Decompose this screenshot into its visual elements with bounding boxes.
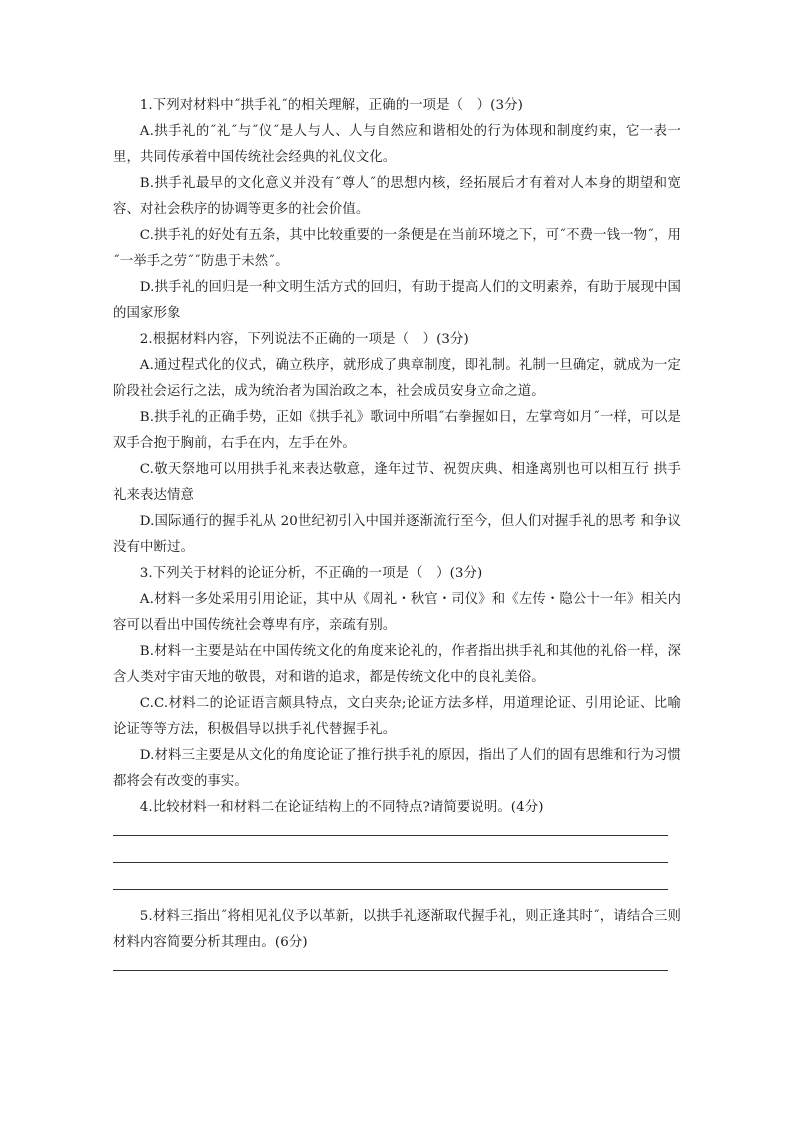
answer-line[interactable]: [113, 970, 668, 971]
answer-line[interactable]: [113, 835, 668, 836]
question-3-stem: 3.下列关于材料的论证分析，不正确的一项是（ ）(3分): [139, 566, 483, 581]
question-3-option-c: C.C.材料二的论证语言颇具特点，文白夹杂;论证方法多样，用道理论证、引用论证、比喻论证等等方法，积极倡导以拱手礼代替握手礼。: [113, 696, 681, 737]
question-1-option-d: D.拱手礼的回归是一种文明生活方式的回归，有助于提高人们的文明素养，有助于展现中国的国家形象: [113, 280, 681, 321]
question-1-stem: 1.下列对材料中˝拱手礼˝的相关理解，正确的一项是（ ）(3分): [139, 98, 523, 113]
question-5-answer-lines[interactable]: [113, 970, 681, 971]
question-1-option-c: C.拱手礼的好处有五条，其中比较重要的一条便是在当前环境之下，可˝不费一钱一物˝，用˝一举手之劳˝˝防患于未然˝。: [113, 228, 681, 269]
question-3-option-d: D.材料三主要是从文化的角度论证了推行拱手礼的原因，指出了人们的固有思维和行为习惯都将会有改变的事实。: [113, 748, 681, 789]
question-3-option-a: A.材料一多处采用引用论证，其中从《周礼・秋官・司仪》和《左传・隐公十一年》相关内容可以看出中国传统社会尊卑有序，亲疏有别。: [113, 592, 681, 633]
question-5-stem: 5.材料三指出˝将相见礼仪予以革新，以拱手礼逐渐取代握手礼，则正逢其时˝，请结合三则材料内容简要分析其理由。(6分): [113, 909, 681, 950]
question-2-option-c: C.敬天祭地可以用拱手礼来表达敬意，逢年过节、祝贺庆典、相逢离别也可以相互行 拱手礼来表达情意: [113, 462, 681, 503]
question-4-stem: 4.比较材料一和材料二在论证结构上的不同特点?请简要说明。(4分): [139, 800, 544, 815]
question-2-option-d: D.国际通行的握手礼从 20世纪初引入中国并逐渐流行至今，但人们对握手礼的思考 和争议没有中断过。: [113, 514, 681, 555]
answer-line[interactable]: [113, 862, 668, 863]
question-2-option-b: B.拱手礼的正确手势，正如《拱手礼》歌词中所唱˝右拳握如日，左掌弯如月˝一样，可以是双手合抱于胸前，右手在内，左手在外。: [113, 410, 681, 451]
question-2-option-a: A.通过程式化的仪式，确立秩序，就形成了典章制度，即礼制。礼制一旦确定，就成为一定阶段社会运行之法，成为统治者为国治政之本，社会成员安身立命之道。: [113, 358, 681, 399]
question-1-option-a: A.拱手礼的˝礼˝与˝仪˝是人与人、人与自然应和谐相处的行为体现和制度约束，它一表一里，共同传承着中国传统社会经典的礼仪文化。: [113, 124, 681, 165]
question-1-option-b: B.拱手礼最早的文化意义并没有˝尊人˝的思想内核，经拓展后才有着对人本身的期望和宽容、对社会秩序的协调等更多的社会价值。: [113, 176, 681, 217]
question-3-option-b: B.材料一主要是站在中国传统文化的角度来论礼的，作者指出拱手礼和其他的礼俗一样，深含人类对宇宙天地的敬畏，对和谐的追求，都是传统文化中的良礼美俗。: [113, 644, 681, 685]
exam-page: [113, 93, 681, 971]
question-4-answer-lines[interactable]: [113, 835, 681, 890]
question-2-stem: 2.根据材料内容，下列说法不正确的一项是（ ）(3分): [139, 332, 469, 347]
